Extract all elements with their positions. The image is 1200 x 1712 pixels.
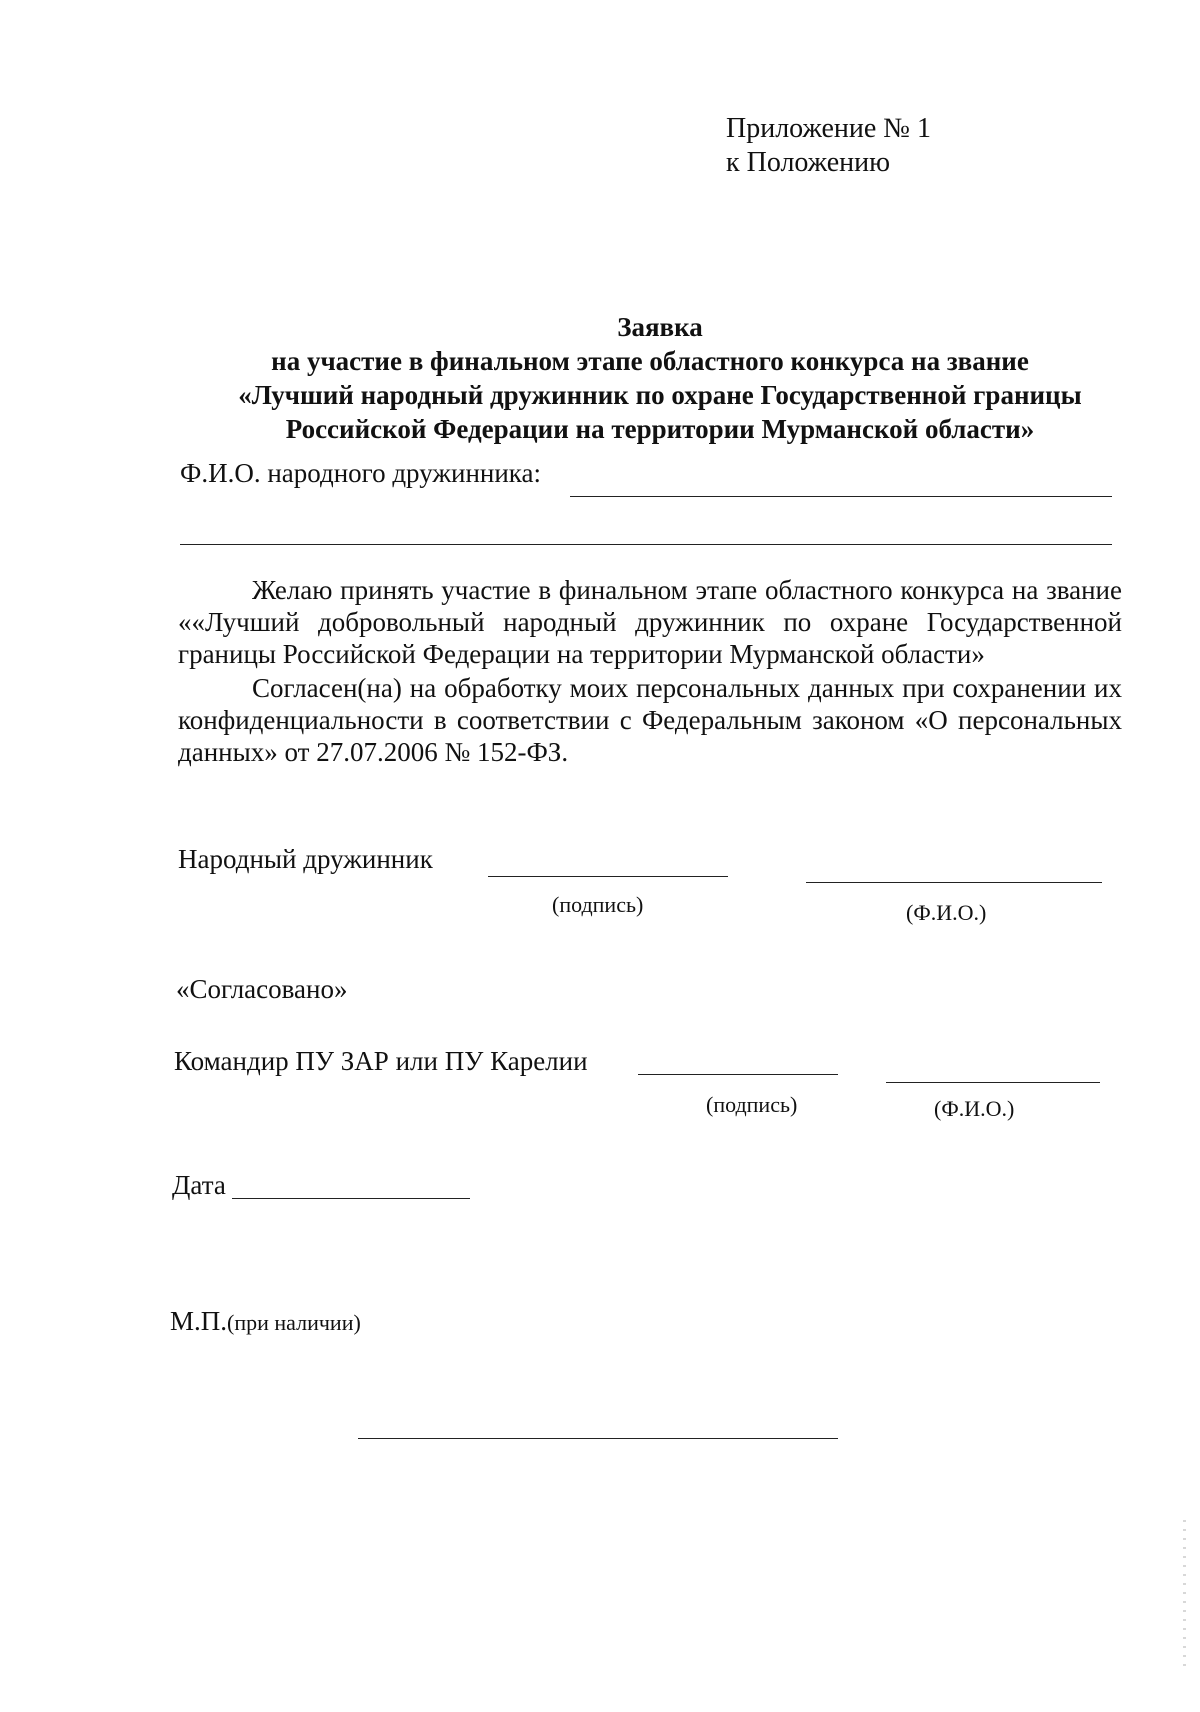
bottom-line: [358, 1438, 838, 1439]
date-input-line[interactable]: [232, 1198, 470, 1199]
appendix-note: [726, 112, 931, 180]
stamp-note: (при наличии): [227, 1310, 361, 1335]
title-heading: Заявка: [617, 312, 703, 342]
fio-label: Ф.И.О. народного дружинника:: [180, 458, 541, 488]
appendix-line-1: Приложение № 1: [726, 113, 931, 144]
body-text: [178, 574, 1122, 768]
scan-edge-artifact: [1183, 1520, 1186, 1670]
stamp-area: [170, 1306, 361, 1337]
commander-fio-caption: (Ф.И.О.): [934, 1096, 1015, 1121]
consent-paragraph: Согласен(на) на обработку моих персональных данных при сохранении их конфиденциальности в соответствии с Федеральным законом «О персональных данных» от 27.07.2006 № 152-ФЗ.: [178, 673, 1122, 767]
fio-input-line-1[interactable]: [570, 496, 1112, 497]
document-title: [170, 310, 1110, 446]
volunteer-signature-line[interactable]: [488, 876, 728, 877]
volunteer-fio-line[interactable]: [806, 882, 1102, 883]
wish-paragraph: Желаю принять участие в финальном этапе областного конкурса на звание ««Лучший добровольный народный дружинник по охране Государственной границы Российской Федерации на территории Мурманской области»: [178, 575, 1122, 669]
appendix-line-2: к Положению: [726, 147, 891, 178]
volunteer-label: Народный дружинник: [178, 844, 433, 874]
fio-input-line-2[interactable]: [180, 544, 1112, 545]
title-line-2: «Лучший народный дружинник по охране Государственной границы: [238, 380, 1082, 410]
commander-signature-caption: (подпись): [706, 1092, 798, 1117]
volunteer-signature-caption: (подпись): [552, 892, 644, 917]
title-line-3: Российской Федерации на территории Мурманской области»: [285, 414, 1035, 444]
commander-label: Командир ПУ ЗАР или ПУ Карелии: [174, 1046, 588, 1076]
title-line-1: на участие в финальном этапе областного конкурса на звание: [271, 346, 1029, 376]
date-label: Дата: [172, 1170, 226, 1200]
volunteer-fio-caption: (Ф.И.О.): [906, 900, 987, 925]
commander-fio-line[interactable]: [886, 1082, 1100, 1083]
agreed-label: «Согласовано»: [176, 974, 348, 1004]
stamp-label: М.П.: [170, 1306, 228, 1336]
commander-signature-line[interactable]: [638, 1074, 838, 1075]
